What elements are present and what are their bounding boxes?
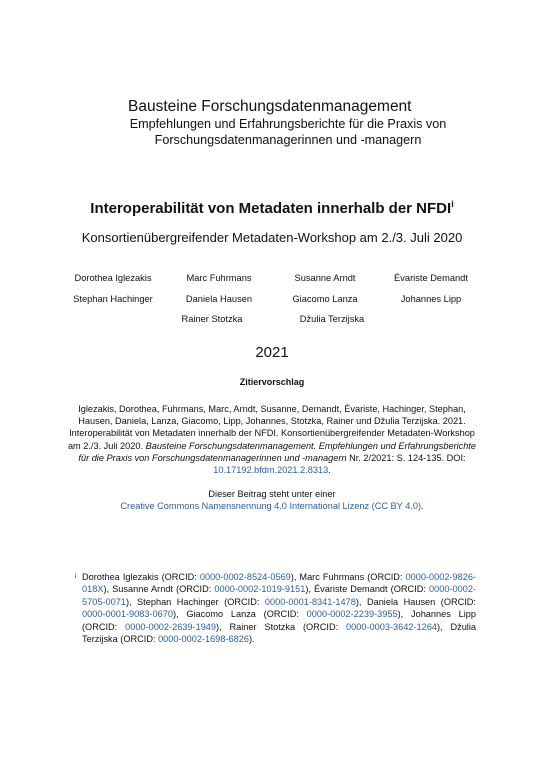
author-name: Stephan Hachinger <box>73 293 153 304</box>
footnote-text: Dorothea Iglezakis (ORCID: <box>82 572 200 582</box>
footnote-text: ), Rainer Stotzka (ORCID: <box>216 621 347 632</box>
orcid-link[interactable]: 0000-0002-1019-9151 <box>214 584 306 595</box>
paper-title <box>0 200 544 218</box>
orcid-link[interactable]: 0000-0001-9083-0670 <box>82 609 173 620</box>
footnote-text: ), Daniela Hausen (ORCID: <box>355 596 476 607</box>
citation-text <box>66 403 478 476</box>
license-link[interactable]: Creative Commons Namensnennung 4.0 International Lizenz (CC BY 4.0) <box>120 501 422 512</box>
author-list <box>60 273 484 335</box>
series-header <box>0 97 544 148</box>
citation-tail: Nr. 2/2021: S. 124-135. DOI: <box>346 452 466 463</box>
orcid-link[interactable]: 0000-0002-1698-6826 <box>158 634 249 645</box>
author-name: Évariste Demandt <box>394 273 468 283</box>
license-end: . <box>421 501 424 512</box>
footnote-text: ), Stephan Hachinger (ORCID: <box>125 596 265 607</box>
author-name: Dorothea Iglezakis <box>74 273 152 283</box>
paper-subtitle: Konsortienübergreifender Metadaten-Workshop am 2./3. Juli 2020 <box>81 230 463 245</box>
footnote-text: ), Évariste Demandt (ORCID: <box>305 584 429 595</box>
citation-series-italic: Bausteine Forschungsdatenmanagement. Empfehlungen und Erfahrungsberichte für die Praxis von Forschungsdatenmanagerinnen und -managern <box>78 440 477 463</box>
footnote-mark: i <box>75 574 77 580</box>
series-title: Bausteine Forschungsdatenmanagement <box>128 98 412 115</box>
license-link-line <box>0 500 544 512</box>
footnote-text: ). <box>249 634 255 645</box>
doi-link[interactable]: 10.17192.bfdm.2021.2.8313 <box>213 465 329 476</box>
citation-plain: Iglezakis, Dorothea, Fuhrmans, Marc, Arndt, Susanne, Demandt, Évariste, Hachinger, Stephan, Hausen, Daniela, Lanza, Giacomo, Lipp, Johannes, Stotzka, Rainer und Džulia Terzijska. 2021. Interoperabilität von Metadaten innerhalb der NFDI. Konsortienübergreifender Metadaten-Workshop am 2./3. Juli 2020. <box>67 404 475 451</box>
author-row <box>60 314 484 325</box>
author-name: Daniela Hausen <box>185 293 253 304</box>
author-row <box>60 273 484 284</box>
author-name: Giacomo Lanza <box>292 293 358 304</box>
license-notice <box>0 488 544 512</box>
footnote-text: ), Giacomo Lanza (ORCID: <box>172 609 307 620</box>
footnote <box>75 571 476 645</box>
orcid-link[interactable]: 0000-0002-5705-0071 <box>82 584 476 607</box>
orcid-link[interactable]: 0000-0002-2239-3955 <box>306 609 398 620</box>
footnote-text: ), Marc Fuhrmans (ORCID: <box>290 572 406 582</box>
footnote-text: ), Johannes Lipp (ORCID: <box>82 609 476 632</box>
orcid-link[interactable]: 0000-0003-3642-1264 <box>346 621 437 632</box>
author-name: Džulia Terzijska <box>299 314 365 324</box>
author-name: Rainer Stotzka <box>181 314 243 324</box>
footnote-text: ), Džulia Terzijska (ORCID: <box>82 621 476 645</box>
footnote-text: ), Susanne Arndt (ORCID: <box>103 584 215 595</box>
author-name: Susanne Arndt <box>294 273 356 283</box>
orcid-link[interactable]: 0000-0001-8341-1478 <box>264 596 356 607</box>
author-name: Marc Fuhrmans <box>186 273 252 283</box>
series-subtitle: Empfehlungen und Erfahrungsberichte für die Praxis von Forschungsdatenmanagerinnen und -managern <box>129 117 447 147</box>
orcid-link[interactable]: 0000-0002-9826-018X <box>82 572 476 595</box>
citation-end: . <box>328 465 331 476</box>
author-row <box>60 294 484 305</box>
license-line: Dieser Beitrag steht unter einer <box>208 489 336 499</box>
publication-year: 2021 <box>255 344 289 361</box>
title-footnote-mark[interactable]: i <box>451 199 454 209</box>
orcid-link[interactable]: 0000-0002-2639-1949 <box>125 621 217 632</box>
paper-title-text: Interoperabilität von Metadaten innerhalb der NFDI <box>90 200 452 217</box>
citation-heading: Zitiervorschlag <box>239 377 305 387</box>
orcid-link[interactable]: 0000-0002-8524-0569 <box>199 572 291 582</box>
author-name: Johannes Lipp <box>400 293 462 304</box>
